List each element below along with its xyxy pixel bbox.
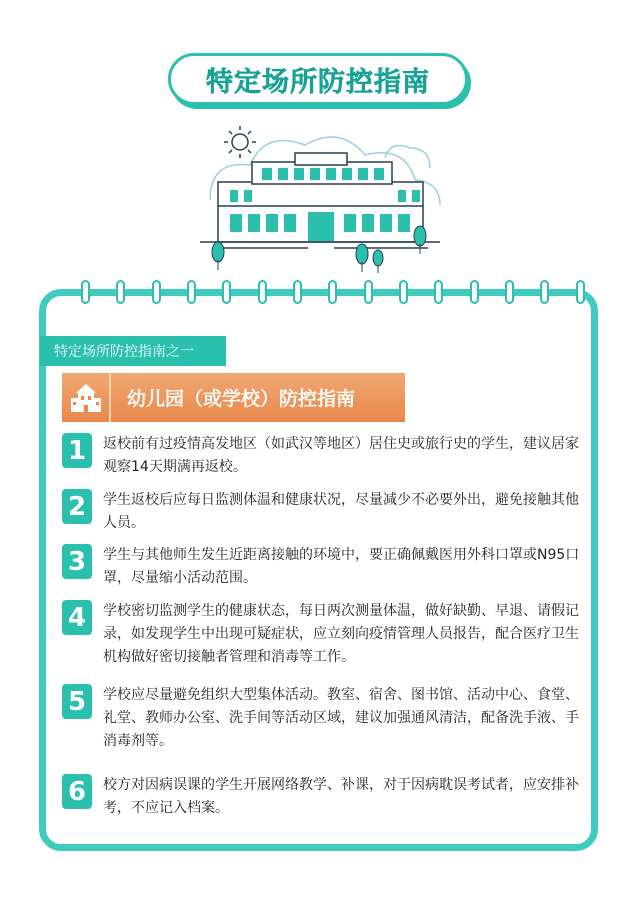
list-item bbox=[62, 600, 581, 669]
list-item bbox=[62, 684, 581, 753]
item-number-badge: 3 bbox=[62, 544, 92, 579]
item-number-badge: 1 bbox=[62, 433, 92, 468]
item-text: 学校密切监测学生的健康状态，每日两次测量体温，做好缺勤、早退、请假记录，如发现学生中出现可疑症状，应立刻向疫情管理人员报告，配合医疗卫生机构做好密切接触者管理和消毒等工作。 bbox=[103, 603, 579, 665]
item-text: 返校前有过疫情高发地区（如武汉等地区）居住史或旅行史的学生，建议居家观察14天期满再返校。 bbox=[103, 436, 579, 475]
school-building-illustration bbox=[190, 120, 450, 280]
school-building-icon bbox=[62, 373, 109, 422]
list-item bbox=[62, 489, 581, 535]
kindergarten-banner bbox=[62, 373, 405, 422]
item-text: 校方对因病误课的学生开展网络教学、补课，对于因病耽误考试者，应安排补考，不应记入档案。 bbox=[103, 777, 579, 816]
item-number-badge: 6 bbox=[62, 774, 92, 809]
item-text: 学校应尽量避免组织大型集体活动。教室、宿舍、图书馆、活动中心、食堂、礼堂、教师办公室、洗手间等活动区域，建议加强通风清洁，配备洗手液、手消毒剂等。 bbox=[103, 687, 579, 749]
list-item bbox=[62, 774, 581, 820]
title-banner bbox=[168, 53, 468, 105]
section-tag: 特定场所防控指南之一 bbox=[40, 336, 226, 366]
item-number-badge: 5 bbox=[62, 684, 92, 719]
item-text: 学生返校后应每日监测体温和健康状况，尽量减少不必要外出，避免接触其他人员。 bbox=[103, 492, 579, 531]
item-number-badge: 2 bbox=[62, 489, 92, 524]
list-item bbox=[62, 544, 581, 590]
banner-title: 幼儿园（或学校）防控指南 bbox=[127, 388, 356, 410]
list-item bbox=[62, 433, 581, 479]
item-text: 学生与其他师生发生近距离接触的环境中，要正确佩戴医用外科口罩或N95口罩，尽量缩小活动范围。 bbox=[103, 547, 580, 586]
item-number-badge: 4 bbox=[62, 600, 92, 635]
sun-icon bbox=[224, 126, 256, 158]
page-title: 特定场所防控指南 bbox=[206, 66, 430, 98]
